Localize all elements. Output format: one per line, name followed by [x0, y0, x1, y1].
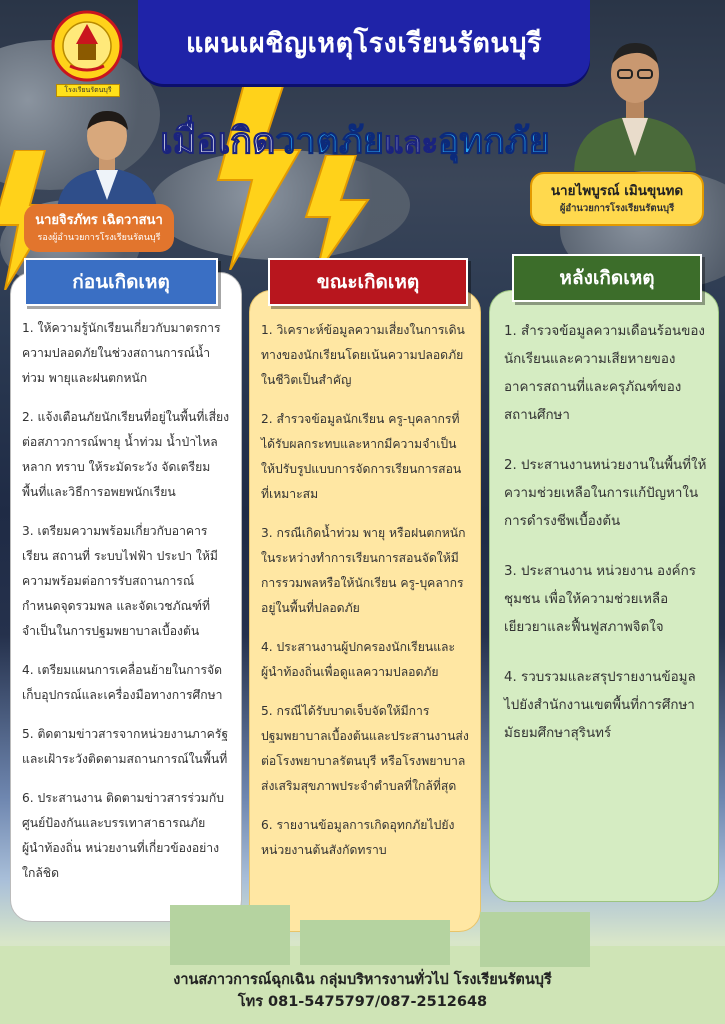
- director-namebox: [530, 172, 704, 226]
- footer-phone: โทร 081-5475797/087-2512648: [237, 994, 488, 1010]
- list-item: 3. ประสานงาน หน่วยงาน องค์กรชุมชน เพื่อให้ความช่วยเหลือเยียวยาและฟื้นฟูสภาพจิตใจ: [504, 564, 696, 635]
- list-item: 1. วิเคราะห์ข้อมูลความเสี่ยงในการเดินทางของนักเรียนโดยเน้นความปลอดภัยในชีวิตเป็นสำคัญ: [261, 323, 465, 387]
- deputy-director-photo: [52, 100, 162, 210]
- subtitle-storm: วาตภัย: [275, 121, 384, 162]
- column-during-body: [249, 318, 479, 877]
- subtitle: [135, 112, 575, 169]
- building-silhouette: [300, 920, 450, 965]
- title-banner: [138, 0, 590, 84]
- column-before-title: ก่อนเกิดเหตุ: [72, 271, 170, 293]
- subtitle-when: เมื่อเกิด: [160, 121, 276, 162]
- column-during-title: ขณะเกิดเหตุ: [316, 271, 420, 293]
- list-item: 2. สำรวจข้อมูลนักเรียน ครู-บุคลากรที่ได้รับผลกระทบและหากมีความจำเป็นให้ปรับรูปแบบการจัดการเรียนการสอนที่เหมาะสม: [261, 412, 462, 501]
- person-portrait-icon: [570, 26, 700, 171]
- column-before-body: [10, 316, 240, 900]
- list-item: 5. ติดตามข่าวสารจากหน่วยงานภาครัฐและเฝ้าระวังติดตามสถานการณ์ในพื้นที่: [22, 727, 229, 766]
- column-after-body: [492, 318, 718, 762]
- list-item: 3. เตรียมความพร้อมเกี่ยวกับอาคารเรียน สถานที่ ระบบไฟฟ้า ประปา ให้มีความพร้อมต่อการรับสถานการณ์กำหนดจุดรวมพล และจัดเวชภัณฑ์ที่จำเป็นในการปฐมพยาบาลเบื้องต้น: [22, 524, 218, 638]
- building-silhouette: [170, 905, 290, 965]
- list-item: 3. กรณีเกิดน้ำท่วม พายุ หรือฝนตกหนักในระหว่างทำการเรียนการสอนจัดให้มีการรวมพลหรือให้นักเรียน ครู-บุคลากรอยู่ในพื้นที่ปลอดภัย: [261, 526, 466, 615]
- list-item: 6. รายงานข้อมูลการเกิดอุทกภัยไปยังหน่วยงานต้นสังกัดทราบ: [261, 818, 455, 857]
- list-item: 1. ให้ความรู้นักเรียนเกี่ยวกับมาตรการความปลอดภัยในช่วงสถานการณ์น้ำท่วม พายุและฝนตกหนัก: [22, 321, 221, 385]
- column-after-title: หลังเกิดเหตุ: [559, 267, 655, 289]
- list-item: 1. สำรวจข้อมูลความเดือนร้อนของนักเรียนและความเสียหายของอาคารสถานที่และครุภัณฑ์ของสถานศึกษา: [504, 324, 705, 423]
- lightning-bolt-icon: [296, 155, 376, 275]
- deputy-director-namebox: [24, 204, 174, 252]
- building-silhouette: [480, 912, 590, 967]
- director-name: นายไพบูรณ์ เมินขุนทด: [550, 183, 684, 199]
- school-logo: [50, 8, 124, 94]
- lightning-bolt-icon: [200, 80, 310, 270]
- list-item: 4. ประสานงานผู้ปกครองนักเรียนและผู้นำท้องถิ่นเพื่อดูแลความปลอดภัย: [261, 640, 456, 679]
- deputy-director-name: นายจิรภัทร เฉิดวาสนา: [35, 213, 163, 228]
- logo-caption: โรงเรียนรัตนบุรี: [56, 84, 120, 97]
- footer-department: งานสภาวการณ์ฉุกเฉิน กลุ่มบริหารงานทั่วไป โรงเรียนรัตนบุรี: [173, 972, 552, 988]
- column-before-header: [24, 258, 218, 306]
- list-item: 2. แจ้งเตือนภัยนักเรียนที่อยู่ในพื้นที่เสี่ยงต่อสภาวการณ์พายุ น้ำท่วม น้ำป่าไหลหลาก ทราบ ให้ระมัดระวัง จัดเตรียมพื้นที่และวิธีการอพยพนักเรียน: [22, 410, 230, 499]
- list-item: 2. ประสานงานหน่วยงานในพื้นที่ให้ความช่วยเหลือในการแก้ปัญหาในการดำรงชีพเบื้องต้น: [504, 458, 707, 529]
- deputy-director-role: รองผู้อำนวยการโรงเรียนรัตนบุรี: [37, 233, 161, 243]
- director-role: ผู้อำนวยการโรงเรียนรัตนบุรี: [559, 203, 675, 214]
- column-after-header: [512, 254, 702, 302]
- list-item: 5. กรณีได้รับบาดเจ็บจัดให้มีการปฐมพยาบาลเบื้องต้นและประสานงานส่งต่อโรงพยาบาลรัตนบุรี หรือโรงพยาบาลส่งเสริมสุขภาพประจำตำบลที่ใกล้ที่สุด: [261, 704, 469, 793]
- column-during-header: [268, 258, 468, 306]
- list-item: 4. รวบรวมและสรุปรายงานข้อมูลไปยังสำนักงานเขตพื้นที่การศึกษามัธยมศึกษาสุรินทร์: [504, 670, 696, 741]
- subtitle-and: และ: [383, 126, 438, 161]
- person-portrait-icon: [52, 100, 162, 210]
- director-photo: [570, 26, 700, 171]
- page-title: แผนเผชิญเหตุโรงเรียนรัตนบุรี: [186, 27, 542, 59]
- list-item: 4. เตรียมแผนการเคลื่อนย้ายในการจัดเก็บอุปกรณ์และเครื่องมือทางการศึกษา: [22, 663, 223, 702]
- list-item: 6. ประสานงาน ติดตามข่าวสารร่วมกับศูนย์ป้องกันและบรรเทาสาธารณภัย ผู้นำท้องถิ่น หน่วยงานที่เกี่ยวข้องอย่างใกล้ชิด: [22, 791, 224, 880]
- subtitle-flood: อุทกภัย: [437, 121, 550, 162]
